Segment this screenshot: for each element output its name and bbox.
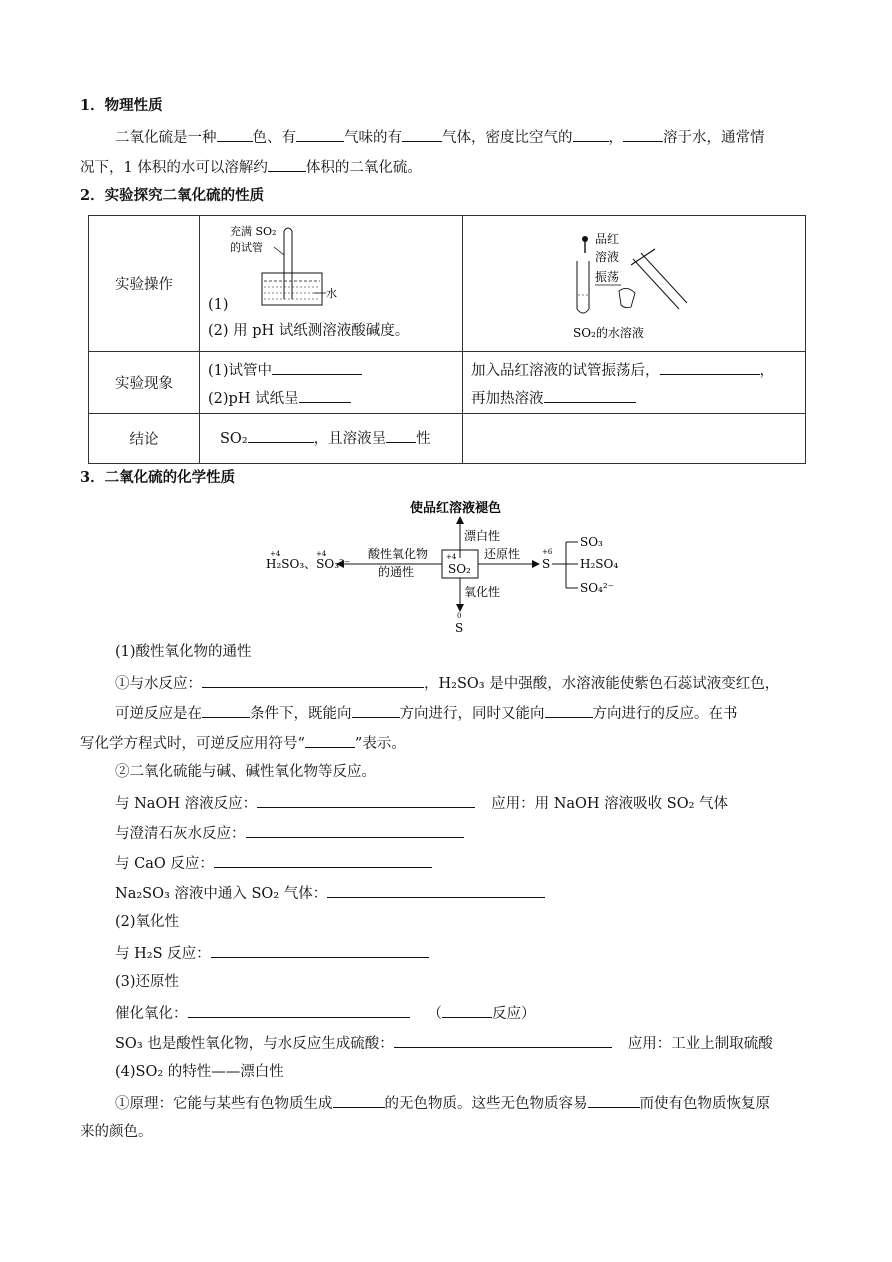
phenomenon-2 [208, 387, 351, 409]
text: 条件下，既能向 [250, 706, 352, 722]
conclusion-text [220, 427, 431, 449]
figure-label: 充满 SO₂ [230, 224, 277, 238]
diagram-center-ox: +4 [446, 553, 457, 561]
naoh-line [115, 792, 728, 814]
na2so3-line [115, 882, 545, 904]
text: ， [759, 362, 774, 379]
blank[interactable] [660, 359, 760, 375]
blank[interactable] [386, 427, 416, 443]
text: ①与水反应： [115, 676, 202, 692]
text: 应用：工业上制取硫酸 [627, 1036, 773, 1052]
row-label-conclusion: 结论 [89, 414, 200, 464]
figure-label: 水 [326, 286, 337, 300]
blank[interactable] [299, 387, 351, 403]
reversible-line-cont [80, 732, 406, 754]
text: ”表示。 [354, 736, 406, 752]
text: 方向进行的反应。在书 [592, 706, 738, 722]
blank[interactable] [623, 126, 663, 142]
text: 色、有 [252, 130, 296, 146]
text: 二氧化硫是一种 [115, 130, 217, 146]
text: 与 NaOH 溶液反应： [115, 796, 258, 812]
principle-line-cont: 来的颜色。 [80, 1124, 153, 1140]
water-reaction-line [115, 672, 779, 694]
section1-title: 1．物理性质 [80, 97, 163, 114]
blank[interactable] [202, 672, 424, 688]
text: 溶于水，通常情 [663, 130, 765, 146]
text: (2)pH 试纸呈 [208, 390, 299, 407]
figure-label: 振荡 [595, 269, 620, 284]
operation-step-1: (1) [208, 296, 229, 313]
text: 可逆反应是在 [115, 706, 202, 722]
blank[interactable] [394, 1032, 612, 1048]
blank[interactable] [246, 822, 464, 838]
text: 方向进行，同时又能向 [399, 706, 545, 722]
row-label-phenomenon: 实验现象 [89, 352, 200, 414]
text: 与 H₂S 反应： [115, 946, 211, 962]
diagram-left-label: 酸性氧化物 [368, 547, 429, 561]
cao-line [115, 852, 432, 874]
blank[interactable] [296, 126, 344, 142]
reversible-line [115, 702, 738, 724]
blank[interactable] [268, 156, 306, 172]
blank[interactable] [442, 1002, 492, 1018]
text: 应用：用 NaOH 溶液吸收 SO₂ 气体 [491, 796, 729, 812]
magenta-test-figure [571, 225, 731, 343]
text: SO₃ 也是酸性氧化物，与水反应生成硫酸： [115, 1036, 394, 1052]
text: （ [427, 1006, 442, 1022]
blank[interactable] [188, 1002, 410, 1018]
section3-title: 3．二氧化硫的化学性质 [80, 469, 236, 486]
diagram-down-ox: 0 [457, 612, 462, 620]
text: 写化学方程式时，可逆反应用符号“ [80, 736, 305, 752]
conclusion-left-cell [200, 414, 463, 464]
blank[interactable] [211, 942, 429, 958]
blank[interactable] [202, 702, 250, 718]
figure-label: 溶液 [595, 249, 620, 264]
text: 催化氧化： [115, 1006, 188, 1022]
text: ，H₂SO₃ 是中强酸，水溶液能使紫色石蕊试液变红色， [424, 676, 780, 692]
blank[interactable] [214, 852, 432, 868]
blank[interactable] [333, 1092, 385, 1108]
diagram-right-product: SO₄²⁻ [580, 581, 615, 595]
text: 气体，密度比空气的 [442, 130, 573, 146]
diagram-left-label: 的通性 [378, 565, 415, 579]
phenomenon-right-1 [471, 359, 774, 381]
subsection-3: (3)还原性 [115, 974, 180, 990]
phenomenon-right-cell [463, 352, 806, 414]
catalytic-line [115, 1002, 536, 1024]
diagram-ox-state: +4 [316, 550, 327, 558]
diagram-left-product: H₂SO₃、SO₃²⁻ [266, 557, 351, 571]
figure-caption: SO₂的水溶液 [573, 325, 644, 340]
row-label-operation: 实验操作 [89, 216, 200, 352]
text: 的无色物质。这些无色物质容易 [384, 1096, 588, 1112]
test-tube-in-water-figure [222, 221, 372, 306]
figure-label: 品红 [595, 231, 620, 246]
blank[interactable] [544, 387, 636, 403]
diagram-right-product: SO₃ [580, 535, 603, 549]
blank[interactable] [545, 702, 593, 718]
blank[interactable] [352, 702, 400, 718]
phenomenon-1 [208, 359, 362, 381]
text: 与澄清石灰水反应： [115, 826, 246, 842]
experiment-table [88, 215, 806, 464]
lime-line [115, 822, 464, 844]
phenomenon-left-cell [200, 352, 463, 414]
h2s-line [115, 942, 429, 964]
diagram-down-label: 氧化性 [464, 585, 501, 599]
phenomenon-right-2 [471, 387, 636, 409]
text: (1)试管中 [208, 362, 273, 379]
so3-line [115, 1032, 773, 1054]
blank[interactable] [588, 1092, 640, 1108]
blank[interactable] [248, 427, 314, 443]
diagram-bleach-label: 漂白性 [464, 529, 501, 543]
blank[interactable] [573, 126, 609, 142]
blank[interactable] [257, 792, 475, 808]
text: 性 [416, 430, 431, 447]
diagram-ox-state: +4 [270, 550, 281, 558]
blank[interactable] [402, 126, 442, 142]
section2-title: 2．实验探究二氧化硫的性质 [80, 187, 265, 204]
diagram-right-label: 还原性 [484, 547, 521, 561]
subsection-1: (1)酸性氧化物的通性 [115, 644, 252, 660]
text: Na₂SO₃ 溶液中通入 SO₂ 气体： [115, 886, 328, 902]
text: 与 CaO 反应： [115, 856, 214, 872]
text: 气味的有 [344, 130, 402, 146]
principle-line [115, 1092, 770, 1114]
text: 再加热溶液 [471, 390, 544, 407]
text: 加入品红溶液的试管振荡后， [471, 362, 660, 379]
operation-left-cell [200, 216, 463, 352]
conclusion-right-cell [463, 414, 806, 464]
blank[interactable] [217, 126, 253, 142]
text: 而使有色物质恢复原 [639, 1096, 770, 1112]
so2-property-diagram [258, 494, 638, 636]
diagram-top-label: 使品红溶液褪色 [410, 501, 502, 516]
base-reaction-heading: ②二氧化硫能与碱、碱性氧化物等反应。 [115, 764, 376, 780]
diagram-down-s: S [455, 621, 464, 635]
diagram-center-so2: SO₂ [448, 562, 471, 576]
blank[interactable] [327, 882, 545, 898]
text: ①原理：它能与某些有色物质生成 [115, 1096, 333, 1112]
text: 况下，1 体积的水可以溶解约 [80, 160, 268, 176]
text: 体积的二氧化硫。 [305, 160, 422, 176]
text: SO₂ [220, 430, 248, 447]
subsection-4: (4)SO₂ 的特性——漂白性 [115, 1064, 284, 1080]
section1-paragraph-cont [80, 156, 422, 178]
text: ，且溶液呈 [313, 430, 387, 447]
figure-label: 的试管 [230, 240, 263, 254]
diagram-right-product: H₂SO₄ [580, 557, 619, 571]
blank[interactable] [305, 732, 355, 748]
operation-step-2: (2) 用 pH 试纸测溶液酸碱度。 [208, 322, 410, 339]
subsection-2: (2)氧化性 [115, 914, 180, 930]
blank[interactable] [272, 359, 362, 375]
text: ， [608, 130, 623, 146]
diagram-right-ox: +6 [542, 548, 553, 556]
operation-right-cell [463, 216, 806, 352]
text: 反应） [492, 1006, 536, 1022]
section1-paragraph [115, 126, 765, 148]
diagram-right-s: S [542, 557, 551, 571]
